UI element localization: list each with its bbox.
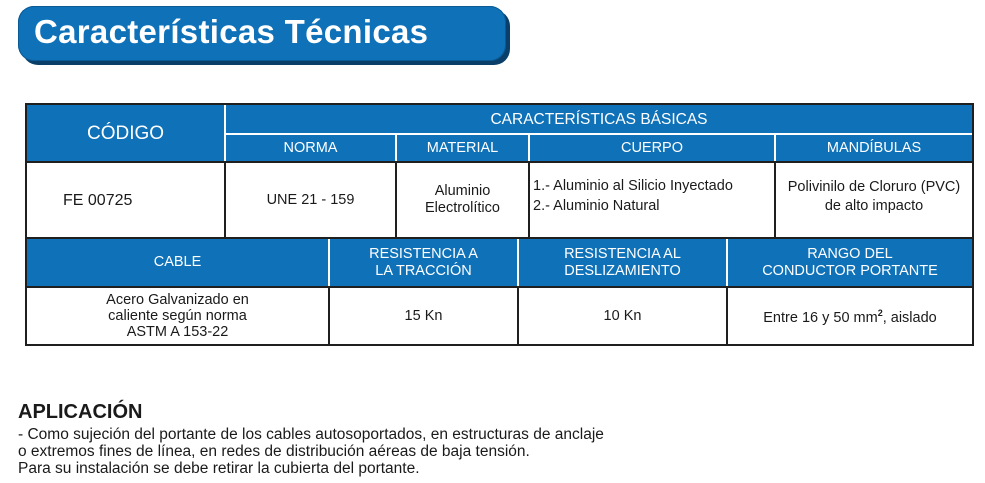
codigo-header-label: CÓDIGO bbox=[86, 122, 165, 144]
header-divider bbox=[517, 239, 519, 286]
traccion-value bbox=[330, 288, 517, 344]
norma-value-text: UNE 21 - 159 bbox=[266, 191, 355, 208]
column-divider bbox=[517, 286, 519, 344]
section-title-banner bbox=[18, 6, 506, 61]
material-header bbox=[397, 135, 528, 161]
header-divider bbox=[774, 135, 776, 161]
material-value bbox=[397, 163, 528, 237]
cable-header bbox=[27, 239, 328, 286]
header-divider bbox=[395, 135, 397, 161]
material-value-line: Electrolítico bbox=[425, 200, 500, 216]
rango-header bbox=[728, 239, 972, 286]
deslizamiento-value bbox=[519, 288, 726, 344]
deslizamiento-header-line: DESLIZAMIENTO bbox=[564, 262, 681, 279]
rango-header-line: CONDUCTOR PORTANTE bbox=[762, 262, 938, 279]
norma-header bbox=[226, 135, 395, 161]
rango-header-line: RANGO DEL bbox=[807, 245, 893, 262]
rango-value-superscript: 2 bbox=[877, 308, 883, 319]
header-divider bbox=[328, 239, 330, 286]
traccion-header bbox=[330, 239, 517, 286]
codigo-value bbox=[27, 163, 224, 237]
material-header-label: MATERIAL bbox=[426, 139, 499, 156]
header-divider bbox=[224, 105, 226, 161]
mandibulas-value-line: de alto impacto bbox=[824, 198, 924, 214]
header-divider bbox=[528, 135, 530, 161]
cuerpo-value-line: 1.- Aluminio al Silicio Inyectado bbox=[533, 178, 733, 194]
column-divider bbox=[726, 286, 728, 344]
codigo-value-text: FE 00725 bbox=[63, 191, 133, 209]
cable-value-line: caliente según norma bbox=[108, 308, 247, 324]
column-divider bbox=[774, 161, 776, 237]
column-divider bbox=[224, 161, 226, 237]
traccion-header-line: RESISTENCIA A bbox=[369, 245, 478, 262]
mandibulas-value bbox=[776, 163, 972, 237]
mandibulas-value-line: Polivinilo de Cloruro (PVC) bbox=[787, 179, 961, 195]
deslizamiento-header-line: RESISTENCIA AL bbox=[564, 245, 681, 262]
cable-value-line: ASTM A 153-22 bbox=[126, 324, 229, 340]
rango-value bbox=[728, 288, 972, 344]
aplicacion-line: - Como sujeción del portante de los cables autosoportados, en estructuras de anclaje bbox=[18, 426, 604, 443]
cuerpo-header-label: CUERPO bbox=[620, 139, 684, 156]
rango-value-suffix: , aislado bbox=[882, 309, 937, 326]
mandibulas-header bbox=[776, 135, 972, 161]
cuerpo-header bbox=[530, 135, 774, 161]
norma-value bbox=[226, 163, 395, 237]
header-divider bbox=[726, 239, 728, 286]
column-divider bbox=[328, 286, 330, 344]
basicas-header-label: CARACTERÍSTICAS BÁSICAS bbox=[490, 110, 708, 128]
basic-characteristics-table bbox=[25, 103, 974, 239]
header-divider bbox=[226, 133, 972, 135]
rango-value-text bbox=[763, 305, 936, 327]
column-divider bbox=[528, 161, 530, 237]
norma-header-label: NORMA bbox=[283, 139, 338, 156]
basicas-header bbox=[226, 105, 972, 133]
cuerpo-value-line: 2.- Aluminio Natural bbox=[533, 198, 660, 214]
cable-value-line: Acero Galvanizado en bbox=[106, 292, 249, 308]
aplicacion-line: Para su instalación se debe retirar la cubierta del portante. bbox=[18, 460, 420, 477]
cable-characteristics-table bbox=[25, 237, 974, 346]
column-divider bbox=[395, 161, 397, 237]
traccion-value-text: 15 Kn bbox=[404, 307, 443, 324]
traccion-header-line: LA TRACCIÓN bbox=[375, 262, 472, 279]
aplicacion-title: APLICACIÓN bbox=[18, 401, 143, 423]
deslizamiento-header bbox=[519, 239, 726, 286]
rango-value-main: Entre 16 y 50 mm bbox=[763, 309, 878, 326]
deslizamiento-value-text: 10 Kn bbox=[603, 307, 642, 324]
cuerpo-value bbox=[530, 163, 774, 237]
mandibulas-header-label: MANDÍBULAS bbox=[826, 139, 922, 156]
codigo-header bbox=[27, 105, 224, 161]
aplicacion-line: o extremos fines de línea, en redes de distribución aéreas de baja tensión. bbox=[18, 443, 530, 460]
cable-header-label: CABLE bbox=[153, 254, 202, 270]
material-value-line: Aluminio bbox=[434, 183, 491, 199]
cable-value bbox=[27, 288, 328, 344]
page-title: Características Técnicas bbox=[34, 13, 429, 50]
